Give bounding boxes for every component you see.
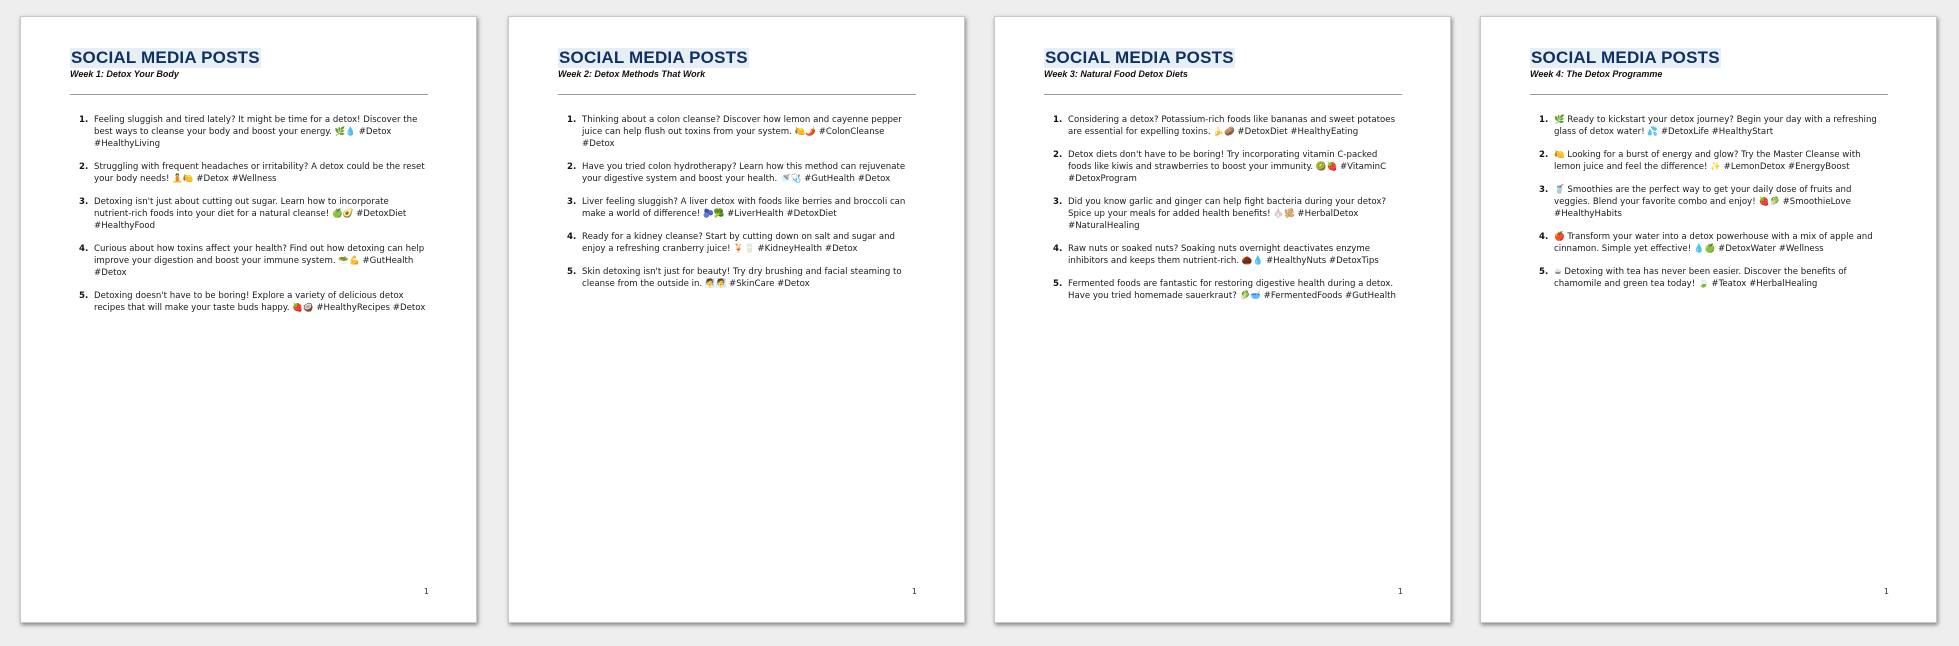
post-item [1539,231,1886,255]
post-number: 3. [1539,185,1549,195]
page-subtitle: Week 4: The Detox Programme [1530,69,1663,79]
post-item [79,161,426,185]
post-text: Have you tried colon hydrotherapy? Learn how this method can rejuvenate your digestive system and boost your health. 🚿🩺 #GutHealth #Detox [582,162,906,184]
page-title: SOCIAL MEDIA POSTS [71,48,260,67]
post-item [1539,266,1886,290]
post-item [567,196,914,220]
post-number: 4. [79,244,89,254]
post-item [1053,114,1400,138]
post-text: Skin detoxing isn't just for beauty! Try dry brushing and facial steaming to cleanse from the outside in. 🧖🧖 #SkinCare #Detox [582,267,902,289]
post-text: Ready for a kidney cleanse? Start by cutting down on salt and sugar and enjoy a refreshing cranberry juice! 🍹🥛 #KidneyHealth #Detox [582,232,895,254]
posts-list [70,114,428,314]
post-item [567,161,914,185]
post-text: Detoxing isn't just about cutting out sugar. Learn how to incorporate nutrient-rich foods into your diet for a natural cleanse! 🍏🥑 #DetoxDiet #HealthyFood [94,197,407,231]
page-number: 1 [1883,587,1889,596]
post-number: 5. [567,267,577,277]
divider [70,94,428,95]
page-title: SOCIAL MEDIA POSTS [559,48,748,67]
document-page-week-3 [994,16,1451,623]
divider [1530,94,1888,95]
post-text: Liver feeling sluggish? A liver detox with foods like berries and broccoli can make a world of difference! 🫐🥦 #LiverHealth #DetoxDiet [582,197,906,219]
post-item [1053,278,1400,302]
document-page-week-2 [508,16,965,623]
page-title: SOCIAL MEDIA POSTS [1531,48,1720,67]
post-item [79,196,426,232]
divider [1044,94,1402,95]
post-text: 🍋 Looking for a burst of energy and glow? Try the Master Cleanse with lemon juice and feel the difference! ✨ #LemonDetox #EnergyBoost [1554,150,1861,172]
post-text: 🥤 Smoothies are the perfect way to get your daily dose of fruits and veggies. Blend your favorite combo and enjoy! 🍓🥬 #SmoothieLove #HealthyHabits [1554,185,1852,219]
post-item [79,290,426,314]
divider [558,94,916,95]
posts-list [1530,114,1888,290]
post-number: 2. [79,162,89,172]
page-number: 1 [1397,587,1403,596]
page-number: 1 [911,587,917,596]
post-number: 1. [567,115,577,125]
post-number: 1. [1053,115,1063,125]
page-number: 1 [423,587,429,596]
post-text: Curious about how toxins affect your health? Find out how detoxing can help improve your digestion and boost your immune system. 🥗💪 #GutHealth #Detox [94,244,425,278]
post-item [79,114,426,150]
post-text: Considering a detox? Potassium-rich foods like bananas and sweet potatoes are essential for expelling toxins. 🍌🥔 #DetoxDiet #HealthyEating [1068,115,1396,137]
post-text: Fermented foods are fantastic for restoring digestive health during a detox. Have you tried homemade sauerkraut? 🥬🥣 #FermentedFoods #GutHealth [1068,279,1396,301]
post-number: 4. [1053,244,1063,254]
post-number: 3. [567,197,577,207]
page-subtitle: Week 1: Detox Your Body [70,69,179,79]
post-text: Struggling with frequent headaches or irritability? A detox could be the reset your body needs! 🧘🍋 #Detox #Wellness [94,162,425,184]
post-number: 5. [1053,279,1063,289]
post-text: Raw nuts or soaked nuts? Soaking nuts overnight deactivates enzyme inhibitors and keeps them nutrient-rich. 🌰💧 #HealthyNuts #DetoxTips [1068,244,1379,266]
post-number: 3. [1053,197,1063,207]
post-text: ☕ Detoxing with tea has never been easier. Discover the benefits of chamomile and green tea today! 🍃 #Teatox #HerbalHealing [1554,267,1847,289]
post-number: 4. [567,232,577,242]
document-page-week-4 [1480,16,1937,623]
post-number: 1. [79,115,89,125]
post-text: Did you know garlic and ginger can help fight bacteria during your detox? Spice up your meals for added health benefits! 🧄🫚 #HerbalDetox #NaturalHealing [1068,197,1387,231]
post-text: 🍎 Transform your water into a detox powerhouse with a mix of apple and cinnamon. Simple yet effective! 💧🍏 #DetoxWater #Wellness [1554,232,1873,254]
post-item [567,114,914,150]
post-number: 2. [567,162,577,172]
post-text: Detoxing doesn't have to be boring! Explore a variety of delicious detox recipes that will make your taste buds happy. 🍓🥥 #HealthyRecipes #Detox [94,291,426,313]
page-subtitle: Week 2: Detox Methods That Work [558,69,706,79]
post-item [1539,114,1886,138]
post-number: 3. [79,197,89,207]
post-item [1539,149,1886,173]
page-subtitle: Week 3: Natural Food Detox Diets [1044,69,1188,79]
post-number: 1. [1539,115,1549,125]
post-number: 4. [1539,232,1549,242]
page-title: SOCIAL MEDIA POSTS [1045,48,1234,67]
post-item [1053,196,1400,232]
post-item [1539,184,1886,220]
post-number: 5. [1539,267,1549,277]
post-number: 5. [79,291,89,301]
post-number: 2. [1053,150,1063,160]
document-page-week-1 [20,16,477,623]
post-item [1053,243,1400,267]
post-item [1053,149,1400,185]
post-text: Feeling sluggish and tired lately? It might be time for a detox! Discover the best ways to cleanse your body and boost your energy. 🌿💧 #Detox #HealthyLiving [94,115,418,149]
post-number: 2. [1539,150,1549,160]
posts-list [1044,114,1402,302]
posts-list [558,114,916,290]
post-text: 🌿 Ready to kickstart your detox journey? Begin your day with a refreshing glass of detox water! 💦 #DetoxLife #HealthyStart [1554,115,1877,137]
post-item [79,243,426,279]
post-text: Detox diets don't have to be boring! Try incorporating vitamin C-packed foods like kiwis and strawberries to boost your immunity. 🥝🍓 #VitaminC #DetoxProgram [1068,150,1387,184]
post-text: Thinking about a colon cleanse? Discover how lemon and cayenne pepper juice can help flush out toxins from your system. 🍋🌶️ #ColonCleanse #Detox [582,115,902,149]
post-item [567,266,914,290]
post-item [567,231,914,255]
